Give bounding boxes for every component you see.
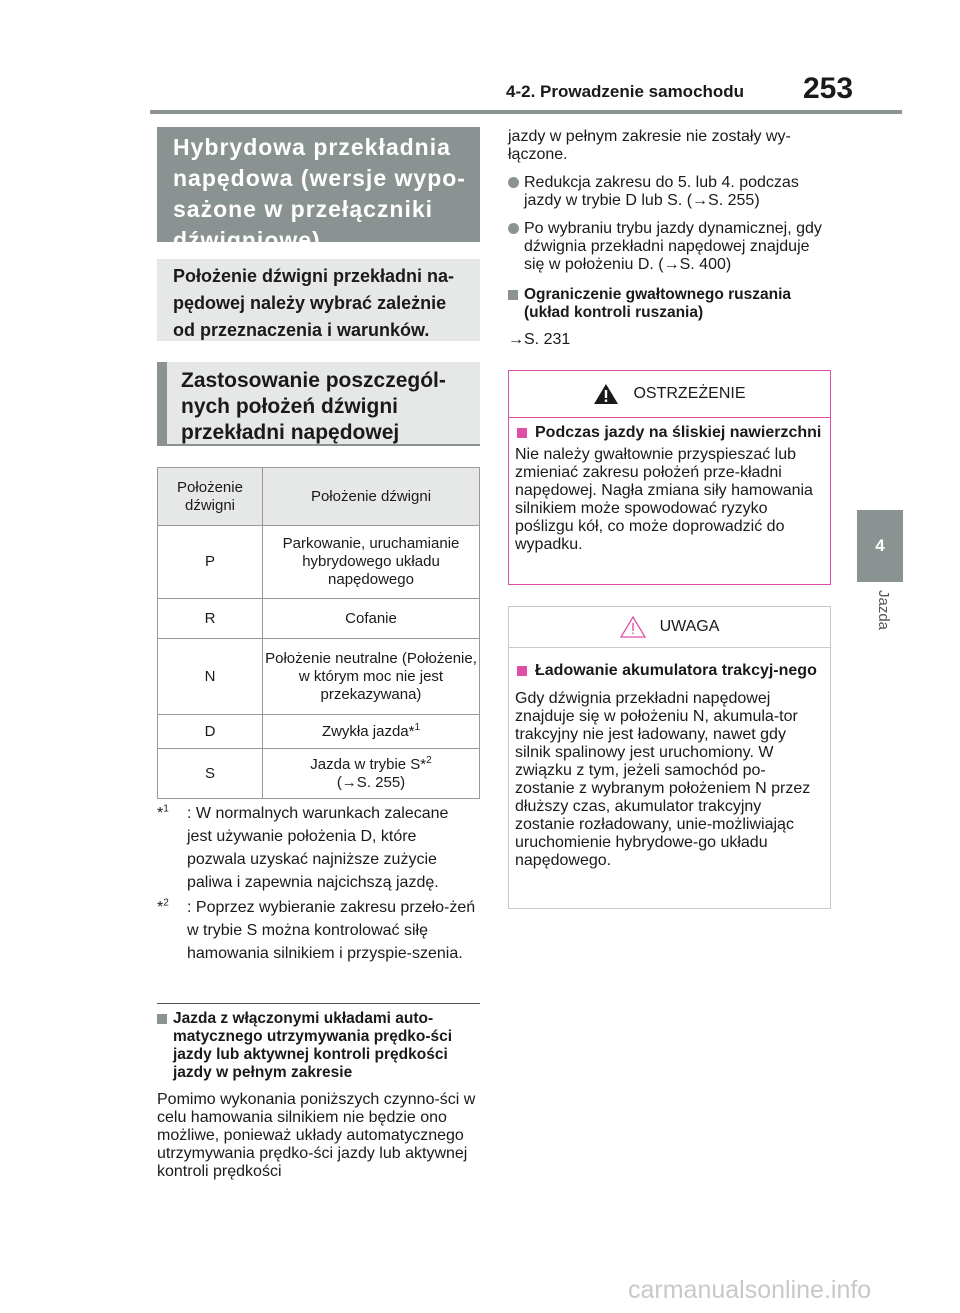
page-reference: →S. 231: [508, 331, 571, 348]
cell-text: Zwykła jazda*: [321, 722, 415, 740]
bullet-icon: [508, 223, 519, 234]
square-bullet-icon: [517, 666, 527, 676]
intro-box: Położenie dźwigni przekładni na-pędowej należy wybrać zależnie od przeznaczenia i warunków.: [157, 259, 480, 341]
table-cell: P: [158, 526, 263, 599]
table-cell: [263, 715, 480, 749]
warning-subtitle: Podczas jazdy na śliskiej nawierzchni: [515, 424, 824, 442]
table-cell: D: [158, 715, 263, 749]
warning-body: [509, 418, 830, 554]
table-row: [158, 639, 480, 715]
header-divider: [150, 110, 902, 114]
heading-underline: [157, 444, 480, 446]
cell-text: Jazda w trybie S*: [310, 755, 427, 773]
table-header: Położenie dźwigni: [263, 468, 480, 526]
footnote-text: : Poprzez wybieranie zakresu przeło-żeń w trybie S można kontrolować siłę hamowania silnikiem i przyspie-szenia.: [187, 899, 476, 962]
caution-subtitle: Ładowanie akumulatora trakcyj-nego: [515, 662, 824, 680]
table-row: [158, 749, 480, 799]
table-header: Położenie dźwigni: [158, 468, 263, 526]
main-heading: Hybrydowa przekładnia napędowa (wersje wypo-sażone w przełączniki dźwigniowe): [157, 127, 480, 242]
section-title: 4-2. Prowadzenie samochodu: [506, 82, 745, 101]
table-cell: R: [158, 599, 263, 639]
subsection-divider: [157, 1003, 480, 1004]
table-cell: S: [158, 749, 263, 799]
caution-box: [508, 606, 831, 909]
subsection-title: Jazda z włączonymi układami auto-matycznego utrzymywania prędko-ści jazdy lub aktywnej kontroli prędkości jazdy w pełnym zakresie: [157, 1010, 480, 1082]
table-cell: [263, 749, 480, 799]
chapter-tab: 4: [857, 510, 903, 582]
square-bullet-icon: [157, 1014, 167, 1024]
table-cell: N: [158, 639, 263, 715]
chapter-label: Jazda: [875, 590, 892, 631]
footnote-ref: 1: [414, 721, 421, 733]
table-row: [158, 599, 480, 639]
caution-triangle-icon: [620, 616, 646, 638]
table-cell: Cofanie: [263, 599, 480, 639]
continuation-text: jazdy w pełnym zakresie nie zostały wy-łączone.: [508, 128, 791, 163]
gear-position-table: [157, 467, 480, 799]
warning-box: [508, 370, 831, 585]
subsection-body: Pomimo wykonania poniższych czynno-ści w celu hamowania silnikiem nie będzie ono możliwe, ponieważ układy automatycznego utrzymywania prędko-ści jazdy lub aktywnej kontroli prędkości: [157, 1091, 476, 1180]
footnote-1: [157, 802, 477, 894]
caution-label: UWAGA: [659, 618, 720, 635]
table-row: [158, 715, 480, 749]
cell-ref: (→S. 255): [336, 773, 406, 791]
list-item: Po wybraniu trybu jazdy dynamicznej, gdy dźwignia przekładni napędowej znajduje się w położeniu D. (→S. 400): [508, 220, 831, 274]
secondary-heading: Zastosowanie poszczegól-nych położeń dźwigni przekładni napędowej: [157, 362, 480, 444]
table-cell: Położenie neutralne (Położenie, w którym moc nie jest przekazywana): [263, 639, 480, 715]
bullet-icon: [508, 177, 519, 188]
square-bullet-icon: [517, 428, 527, 438]
footnote-text: : W normalnych warunkach zalecane jest używanie położenia D, które pozwala uzyskać najniższe zużycie paliwa i zapewnia najcichszą jazdę.: [187, 805, 449, 891]
warning-label: OSTRZEŻENIE: [633, 385, 746, 402]
watermark: carmanualsonline.info: [628, 1276, 872, 1304]
footnote-mark: *$^1$: [157, 803, 169, 822]
page-number: 253: [803, 72, 854, 105]
subsection-title: Ograniczenie gwałtownego ruszania (układ kontroli ruszania): [508, 286, 831, 322]
table-row: [158, 526, 480, 599]
footnote-ref: 2: [426, 754, 432, 766]
caution-text: Gdy dźwignia przekładni napędowej znajduje się w położeniu N, akumula-tor trakcyjny nie jest ładowany, nawet gdy silnik spalinowy jest uruchomiony. W związku z tym, jeżeli samochód po-zostanie z wybranym położeniem N przez dłuższy czas, akumulator trakcyjny zostanie rozładowany, unie-możliwiając uruchomienie hybrydowe-go układu napędowego.: [515, 690, 811, 869]
table-header-row: [158, 468, 480, 526]
list-item: Redukcja zakresu do 5. lub 4. podczas jazdy w trybie D lub S. (→S. 255): [508, 174, 831, 210]
footnote-mark: *$^2$: [157, 897, 169, 916]
warning-text: Nie należy gwałtownie przyspieszać lub zmieniać zakresu położeń prze-kładni napędowej. Nagła zmiana siły hamowania silnikiem może spowodować ryzyko poślizgu kół, co może doprowadzić do wypadku.: [515, 446, 813, 553]
warning-header: [509, 371, 830, 418]
warning-triangle-icon: [593, 383, 619, 405]
subsection: [157, 1010, 480, 1181]
footnote-2: [157, 896, 477, 965]
caution-body: [509, 648, 830, 870]
square-bullet-icon: [508, 290, 518, 300]
table-cell: Parkowanie, uruchamianie hybrydowego układu napędowego: [263, 526, 480, 599]
caution-header: [509, 607, 830, 648]
